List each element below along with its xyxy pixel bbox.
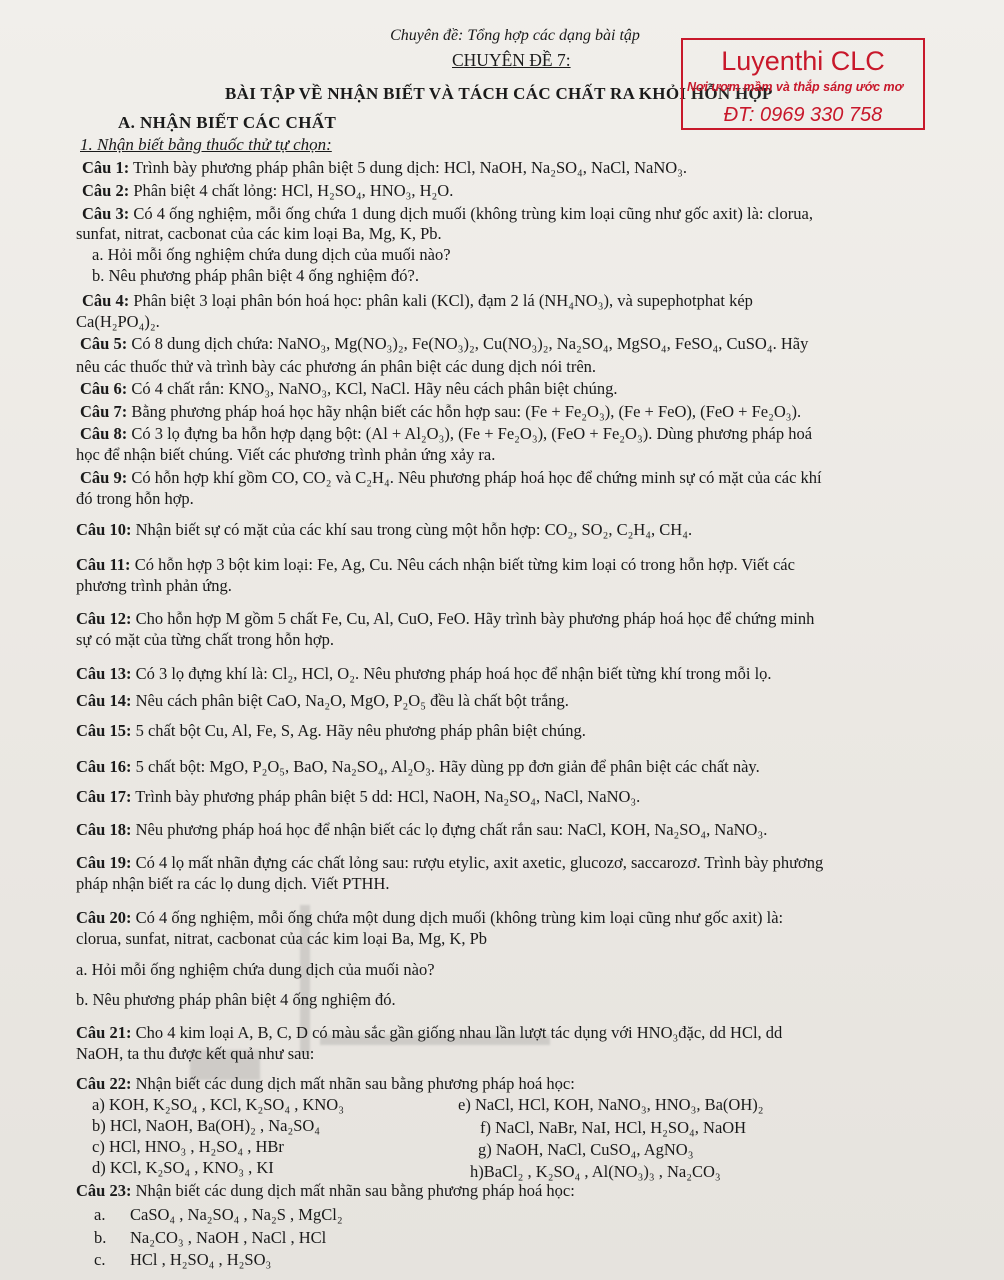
option-line: b) HCl, NaOH, Ba(OH)₂ , Na₂SO₄	[92, 1116, 321, 1135]
option-line: c) HCl, HNO₃ , H₂SO₄ , HBr	[92, 1137, 284, 1156]
option-line: d) KCl, K₂SO₄ , KNO₃ , KI	[92, 1158, 274, 1177]
question-line: Câu 17: Trình bày phương pháp phân biệt 5 dd: HCl, NaOH, Na₂SO₄, NaCl, NaNO₃.	[76, 787, 641, 806]
question-line: Câu 12: Cho hỗn hợp M gồm 5 chất Fe, Cu, Al, CuO, FeO. Hãy trình bày phương pháp hoá học để chứng minh	[76, 609, 815, 628]
option-line: b. Na₂CO₃ , NaOH , NaCl , HCl	[94, 1228, 327, 1247]
question-line: Ca(H₂PO₄)₂.	[76, 312, 160, 331]
question-line: sunfat, nitrat, cacbonat của các kim loại Ba, Mg, K, Pb.	[76, 224, 442, 243]
stamp-slogan: Nơi ươm mầm và thắp sáng ước mơ	[687, 80, 904, 94]
question-line: b. Nêu phương pháp phân biệt 4 ống nghiệm đó?.	[92, 266, 419, 285]
option-line: f) NaCl, NaBr, NaI, HCl, H₂SO₄, NaOH	[480, 1118, 747, 1137]
question-line: clorua, sunfat, nitrat, cacbonat của các kim loại Ba, Mg, K, Pb	[76, 929, 487, 948]
question-line: nêu các thuốc thử và trình bày các phương án phân biệt các dung dịch nói trên.	[76, 357, 597, 376]
question-line: Câu 1: Trình bày phương pháp phân biệt 5 dung dịch: HCl, NaOH, Na₂SO₄, NaCl, NaNO₃.	[82, 158, 688, 177]
question-line: pháp nhận biết ra các lọ dung dịch. Viết PTHH.	[76, 874, 390, 893]
section-a-title: A. NHẬN BIẾT CÁC CHẤT	[118, 113, 337, 132]
option-line: a) KOH, K₂SO₄ , KCl, K₂SO₄ , KNO₃	[92, 1095, 344, 1114]
option-line: e) NaCl, HCl, KOH, NaNO₃, HNO₃, Ba(OH)₂	[458, 1095, 764, 1114]
question-line: Câu 6: Có 4 chất rắn: KNO₃, NaNO₃, KCl, NaCl. Hãy nêu cách phân biệt chúng.	[80, 379, 618, 398]
question-line: Câu 19: Có 4 lọ mất nhãn đựng các chất lỏng sau: rượu etylic, axit axetic, glucozơ, saccarozơ. Trình bày phương	[76, 853, 824, 872]
question-line: Câu 14: Nêu cách phân biệt CaO, Na₂O, MgO, P₂O₅ đều là chất bột trắng.	[76, 691, 569, 710]
topic-line: Chuyên đề: Tổng hợp các dạng bài tập	[390, 27, 640, 44]
question-line: Câu 11: Có hỗn hợp 3 bột kim loại: Fe, Ag, Cu. Nêu cách nhận biết từng kim loại có trong hỗn hợp. Viết các	[76, 555, 795, 574]
question-line: Câu 13: Có 3 lọ đựng khí là: Cl₂, HCl, O₂. Nêu phương pháp hoá học để nhận biết từng khí trong mỗi lọ.	[76, 664, 772, 683]
question-line: Câu 5: Có 8 dung dịch chứa: NaNO₃, Mg(NO₃)₂, Fe(NO₃)₂, Cu(NO₃)₂, Na₂SO₄, MgSO₄, FeSO₄, CuSO₄. Hãy	[80, 334, 809, 353]
question-line: sự có mặt của từng chất trong hỗn hợp.	[76, 630, 335, 649]
question-line: Câu 9: Có hỗn hợp khí gồm CO, CO₂ và C₂H₄. Nêu phương pháp hoá học để chứng minh sự có mặt của các khí	[80, 468, 822, 487]
chapter-title: CHUYÊN ĐỀ 7:	[452, 50, 571, 70]
question-line: a. Hỏi mỗi ống nghiệm chứa dung dịch của muối nào?	[76, 960, 435, 979]
question-line: học để nhận biết chúng. Viết các phương trình phản ứng xảy ra.	[76, 445, 496, 464]
question-line: Câu 2: Phân biệt 4 chất lỏng: HCl, H₂SO₄, HNO₃, H₂O.	[82, 181, 454, 200]
question-line: Câu 15: 5 chất bột Cu, Al, Fe, S, Ag. Hãy nêu phương pháp phân biệt chúng.	[76, 721, 586, 740]
question-line: Câu 23: Nhận biết các dung dịch mất nhãn sau bằng phương pháp hoá học:	[76, 1181, 575, 1200]
question-line: Câu 3: Có 4 ống nghiệm, mỗi ống chứa 1 dung dịch muối (không trùng kim loại cũng như gốc axit) là: clorua,	[82, 204, 813, 223]
question-line: Câu 4: Phân biệt 3 loại phân bón hoá học: phân kali (KCl), đạm 2 lá (NH₄NO₃), và supephotphat kép	[82, 291, 753, 310]
question-line: Câu 8: Có 3 lọ đựng ba hỗn hợp dạng bột: (Al + Al₂O₃), (Fe + Fe₂O₃), (FeO + Fe₂O₃). Dùng phương pháp hoá	[80, 424, 813, 443]
question-line: Câu 20: Có 4 ống nghiệm, mỗi ống chứa một dung dịch muối (không trùng kim loại cũng như gốc axit) là:	[76, 908, 784, 927]
option-line: h)BaCl₂ , K₂SO₄ , Al(NO₃)₃ , Na₂CO₃	[470, 1162, 721, 1181]
stamp-phone: ĐT: 0969 330 758	[723, 104, 883, 126]
question-line: b. Nêu phương pháp phân biệt 4 ống nghiệm đó.	[76, 990, 396, 1009]
question-line: Câu 16: 5 chất bột: MgO, P₂O₅, BaO, Na₂SO₄, Al₂O₃. Hãy dùng pp đơn giản để phân biệt các chất này.	[76, 757, 760, 776]
question-line: NaOH, ta thu được kết quả như sau:	[76, 1044, 315, 1063]
question-line: đó trong hỗn hợp.	[76, 489, 194, 508]
question-line: Câu 10: Nhận biết sự có mặt của các khí sau trong cùng một hỗn hợp: CO₂, SO₂, C₂H₄, CH₄.	[76, 520, 693, 539]
option-line: g) NaOH, NaCl, CuSO₄, AgNO₃	[478, 1140, 694, 1159]
option-line: a. CaSO₄ , Na₂SO₄ , Na₂S , MgCl₂	[94, 1205, 343, 1224]
question-line: Câu 7: Bằng phương pháp hoá học hãy nhận biết các hỗn hợp sau: (Fe + Fe₂O₃), (Fe + FeO), (FeO + Fe₂O₃).	[80, 402, 802, 421]
option-line: c. HCl , H₂SO₄ , H₂SO₃	[94, 1250, 272, 1269]
question-line: phương trình phản ứng.	[76, 576, 232, 595]
question-line: a. Hỏi mỗi ống nghiệm chứa dung dịch của muối nào?	[92, 245, 451, 264]
question-line: Câu 18: Nêu phương pháp hoá học để nhận biết các lọ đựng chất rắn sau: NaCl, KOH, Na₂SO₄, NaNO₃.	[76, 820, 768, 839]
chapter-heading: BÀI TẬP VỀ NHẬN BIẾT VÀ TÁCH CÁC CHẤT RA KHỎI HỖN HỢP	[225, 84, 773, 103]
stamp-brand: Luyenthi CLC	[721, 46, 885, 76]
watermark-stamp	[681, 38, 925, 130]
question-line: Câu 22: Nhận biết các dung dịch mất nhãn sau bằng phương pháp hoá học:	[76, 1074, 575, 1093]
question-line: Câu 21: Cho 4 kim loại A, B, C, D có màu sắc gần giống nhau lần lượt tác dụng với HNO₃đặc, dd HCl, dd	[76, 1023, 783, 1042]
subsection-1-title: 1. Nhận biết bằng thuốc thử tự chọn:	[80, 135, 332, 154]
